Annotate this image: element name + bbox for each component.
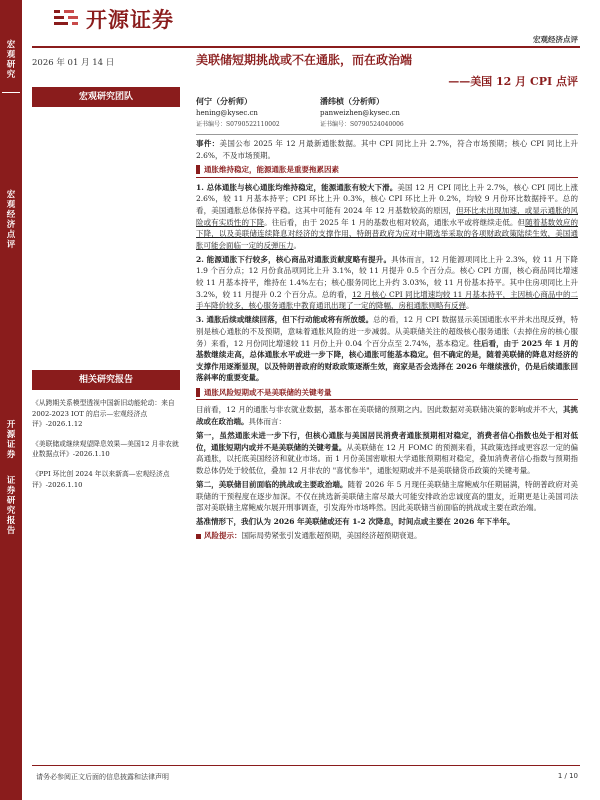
risk-text: 国际局势紧张引发通胀超预期，美国经济超预期衰退。: [241, 531, 422, 541]
analyst-name: 何宁（分析师）: [196, 96, 252, 106]
paragraph-text: 具体而言：: [248, 417, 286, 427]
sidebar-label-macro-research: [0, 40, 22, 80]
analyst-name: 潘纬桢（分析师）: [320, 96, 384, 106]
sidebar-char: 证: [6, 440, 16, 450]
related-research-label: 相关研究报告: [32, 370, 180, 390]
bold-text: 其挑战或在政治端。: [196, 405, 578, 427]
sidebar-char: 点: [6, 230, 16, 240]
sidebar-char: 源: [6, 430, 16, 440]
sidebar-divider: [2, 92, 20, 93]
sidebar-label-macro-comment: [0, 190, 22, 250]
paragraph-text: 。: [466, 301, 474, 311]
page-number: 1 / 10: [557, 772, 578, 780]
sidebar-char: 究: [6, 506, 16, 516]
analyst-card: [196, 96, 280, 131]
analyst-email[interactable]: panweizhen@kysec.cn: [320, 108, 400, 117]
sidebar-char: 经: [6, 210, 16, 220]
sidebar-char: 券: [6, 486, 16, 496]
sidebar-label-research-report: [0, 476, 22, 536]
body-paragraph: [196, 430, 578, 476]
logo-mark-icon: [52, 8, 80, 30]
sidebar-char: 评: [6, 240, 16, 250]
sidebar-char: 宏: [6, 190, 16, 200]
team-label: 宏观研究团队: [32, 87, 180, 107]
paragraph-lead: 2. 能源通胀下行较多，核心商品对通胀贡献度略有提升。: [196, 254, 392, 264]
section-heading: [196, 387, 578, 401]
sidebar-char: 告: [6, 526, 16, 536]
sidebar-char: 济: [6, 220, 16, 230]
event-paragraph: [196, 138, 578, 161]
analyst-divider: [196, 134, 578, 135]
sidebar-char: 研: [6, 60, 16, 70]
underlined-text: 随着基数效应的下降，以及美联储连续降息对经济的支撑作用、特朗普政府为应对中期选举采取的各项财政政策陆续生效，美国通胀可能会面临一定的反弹压力: [196, 217, 579, 250]
report-subtitle: ——美国 12 月 CPI 点评: [448, 75, 578, 88]
related-research-list: [32, 398, 182, 499]
paragraph-text: 目前看，12 月的通胀与非农就业数据，基本都在美联储的预期之内。因此数据对美联储决策的影响或并不大，: [196, 405, 563, 415]
underlined-text: 12 月核心 CPI 同比增速均较 11 月基本持平，主因核心商品中的二手车降价较多，核心服务通胀中教育通讯出现了一定的降幅，房租通胀则略有反弹: [196, 289, 579, 311]
conclusion-paragraph: 基准情形下，我们认为 2026 年美联储或还有 1-2 次降息，时间点或主要在 2026 年下半年。: [196, 517, 515, 527]
sidebar-label-kysec: [0, 420, 22, 460]
sidebar-char: 研: [6, 496, 16, 506]
paragraph-text: 美国 12 月 CPI 同比上升 2.7%，核心 CPI 同比上涨 2.6%，较 11 月基本持平；CPI 环比上升 0.3%，核心 CPI 环比上升 0.2%，均较 9 月份环比数据持平。总的看，美国通胀总体保持平稳。这其中可能有 2024 年 12 月基数较高的原因，: [196, 182, 578, 215]
paragraph-text: 。: [293, 240, 301, 250]
footer-rule: [32, 765, 580, 766]
paragraph-text: 随着 2026 年 5 月现任美联储主席鲍威尔任期届满，特朗普政府对美联储的干预程度在逐步加深。不仅在挑选新美联储主席尽最大可能安排政治忠诚度高的盟友，近期更是让美国司法部对美联储主席鲍威尔展开刑事调查，引发海外市场哗然。因此美联储当前面临的挑战或主要在政治端。: [196, 480, 578, 513]
underlined-text: 但环比未出现加速，或显示通胀的风险或有实质性的下降: [196, 205, 578, 227]
sidebar-char: 观: [6, 200, 16, 210]
header-report-type: 宏观经济点评: [533, 35, 578, 44]
section-heading-text: 通胀风险短期或不是美联储的关键考量: [204, 387, 332, 397]
sidebar-char: 观: [6, 50, 16, 60]
sidebar-char: 券: [6, 450, 16, 460]
paragraph-text: 从美联储在 12 月 FOMC 的预测来看，其政策选择或更容忍一定的偏高通胀，以托底美国经济和就业市场。而 1 月份美国密歇根大学通胀预期相对稳定，叠加消费者信心指数与预期指数总体仍处于较低位，叠加 12 月非农的 "喜忧参半"，通胀短期或并不是美联储货币政策的关键考量。: [196, 442, 578, 475]
risk-label: 风险提示：: [204, 531, 242, 541]
related-report-link[interactable]: 《美联储或继续观望降息效果—美国12 月非农就业数据点评》-2026.1.10: [32, 439, 179, 459]
risk-paragraph: [196, 530, 578, 542]
related-report-link[interactable]: 《PPI 环比创 2024 年以来新高—宏观经济点评》-2026.1.10: [32, 469, 170, 489]
body-paragraph: [196, 182, 578, 252]
body-paragraph: [196, 479, 578, 514]
analyst-cert: 证书编号：S0790524040006: [320, 121, 404, 128]
paragraph-lead: 第一，虽然通胀未进一步下行，但核心通胀与美国居民消费者通胀预期相对稳定，消费者信心指数也处于相对低位，通胀短期内或并不是美联储的关键考量。: [196, 431, 578, 452]
bullet-square-icon: [196, 534, 201, 539]
section-bar-icon: [196, 388, 200, 397]
paragraph-text: 总的看，12 月 CPI 数据显示美国通胀水平并未出现反弹，特别是核心通胀的不及预期，意味着通胀风险的进一步减弱。从美联储关注的超级核心服务通胀（去掉住房的核心服务）来看，12 月份同比增速较 11 月份上升 0.04 个百分点至 2.74%，基本稳定。: [196, 315, 578, 348]
sidebar-char: 报: [6, 516, 16, 526]
analyst-email[interactable]: hening@kysec.cn: [196, 108, 258, 117]
report-date: 2026 年 01 月 14 日: [32, 58, 115, 68]
header-rule: [32, 46, 580, 48]
sidebar-char: 证: [6, 476, 16, 486]
logo-text: 开源证券: [86, 8, 174, 32]
sidebar-char: 开: [6, 420, 16, 430]
sidebar-char: 宏: [6, 40, 16, 50]
report-title: 美联储短期挑战或不在通胀，而在政治端: [196, 53, 413, 67]
report-body: [196, 138, 578, 545]
event-label: 事件：: [196, 139, 220, 148]
footer-disclaimer: 请务必参阅正文后面的信息披露和法律声明: [36, 773, 169, 781]
related-report-link[interactable]: 《从跨期关系模型透视中国新旧动能轮动：来自 2002-2023 IOT 的启示—宏观经济点评》-2026.1.12: [32, 399, 175, 429]
paragraph-lead: 第二，美联储目前面临的挑战或主要政治端。: [196, 480, 348, 490]
sidebar-char: 究: [6, 70, 16, 80]
section-heading-text: 通胀维持稳定，能源通胀是重要拖累因素: [204, 165, 339, 175]
paragraph-lead: 3. 通胀后续或继续回落，但下行动能或将有所放缓。: [196, 315, 374, 325]
section-bar-icon: [196, 165, 200, 174]
analyst-card: [320, 96, 404, 131]
analyst-cert: 证书编号：S0790522110002: [196, 121, 280, 128]
bold-text: 往后看，由于 2025 年 1 月的基数继续走高，总体通胀水平或进一步下降，核心通胀可能基本稳定。但不确定的是，随着美联储的降息对经济的支撑作用逐渐显现，以及特朗普政府的财政政策逐渐生效，商家是否会选择在 2026 年继续涨价，仍是后续通胀回落斜率的重要变量。: [196, 338, 578, 383]
brand-logo: [52, 6, 174, 32]
left-sidebar: [0, 0, 22, 800]
paragraph-text: 具体而言，12 月能源项同比上升 2.3%，较 11 月下降 1.9 个百分点；12 月份食品项同比上升 3.1%，较 11 月提升 0.5 个百分点。核心 CPI 方面，核心商品同比增速较 11 月基本持平，维持在 1.4%左右；核心服务同比上升约 3.03%，较 11 月份基本持平。其中住房项同比上升 3.2%，较 11 月提升 0.2 个百分点。总的看，: [196, 254, 578, 299]
body-paragraph: [196, 254, 578, 312]
body-paragraph: [196, 314, 578, 384]
paragraph-text: 。往后看，由于 2025 年 1 月的基数也相对较高，通胀水平或将继续走低。但: [264, 217, 526, 227]
body-paragraph: [196, 404, 578, 427]
section-heading: [196, 164, 578, 178]
paragraph-lead: 1. 总体通胀与核心通胀均维持稳定，能源通胀有较大下滑。: [196, 182, 398, 192]
event-text: 美国公布 2025 年 12 月最新通胀数据。其中 CPI 同比上升 2.7%，符合市场预期；核心 CPI 同比上升 2.6%，不及市场预期。: [196, 139, 579, 160]
